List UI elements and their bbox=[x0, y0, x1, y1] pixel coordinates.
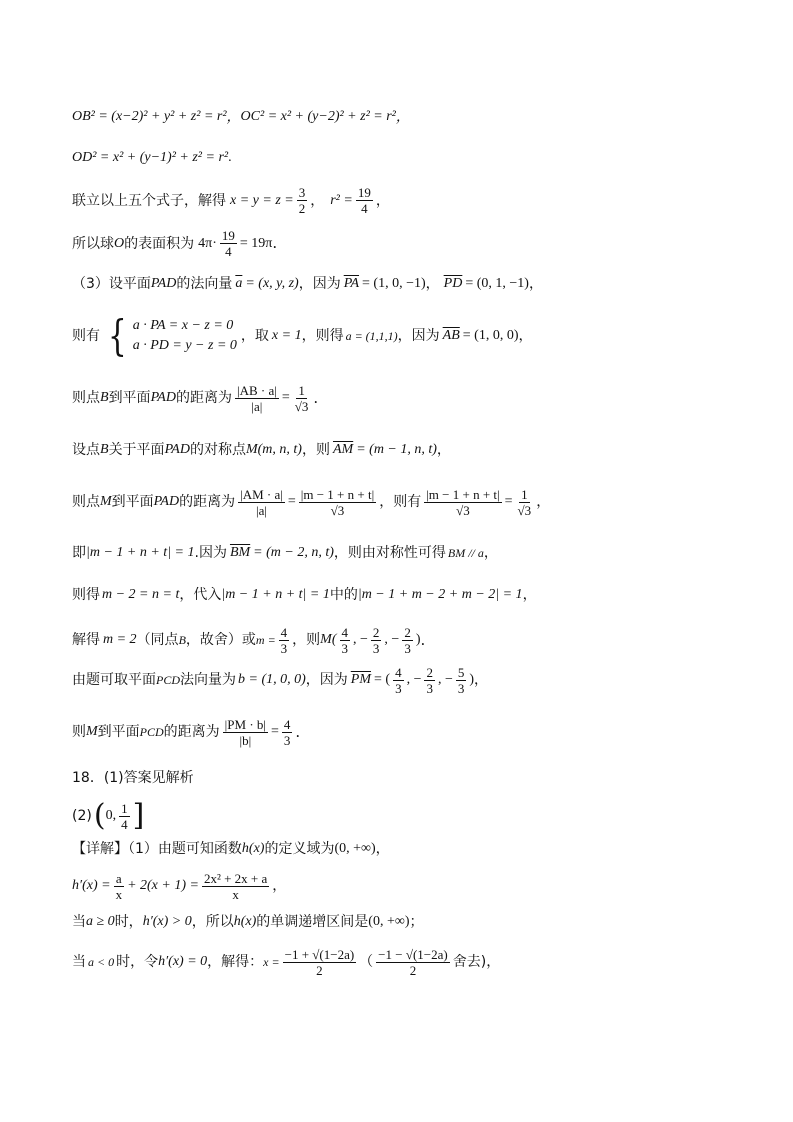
expr: x = 1 bbox=[271, 328, 302, 343]
expr: = ( bbox=[374, 672, 391, 687]
sep: ， bbox=[310, 192, 325, 209]
expr: = (x, y, z) bbox=[245, 276, 299, 291]
open-paren: ( bbox=[93, 798, 106, 833]
coord-1 bbox=[393, 666, 404, 695]
sep: ， bbox=[226, 109, 241, 125]
den: 4 bbox=[361, 201, 368, 216]
expr: a = (1,1,1) bbox=[345, 329, 398, 343]
den: x bbox=[232, 886, 239, 902]
text: 由题可取平面 bbox=[72, 672, 156, 688]
expr: = (0, 1, −1) bbox=[465, 276, 529, 291]
expr: (0, +∞) bbox=[334, 841, 376, 856]
fraction-1-4 bbox=[119, 802, 130, 831]
den: 3 bbox=[372, 640, 380, 656]
num: 5 bbox=[457, 664, 465, 680]
close-paren: ) bbox=[469, 672, 475, 687]
fraction-3-2 bbox=[297, 186, 308, 215]
text: 则 bbox=[72, 724, 86, 740]
point-m: M bbox=[100, 494, 112, 509]
expr: (0, +∞) bbox=[368, 914, 410, 929]
plane-pad: PAD bbox=[153, 494, 180, 509]
equation-system bbox=[104, 311, 237, 360]
end: ； bbox=[409, 914, 424, 930]
num: |AB · a| bbox=[236, 382, 277, 398]
fraction-am bbox=[238, 488, 285, 517]
text: ，则 bbox=[292, 632, 321, 648]
eq-ob2: OB² = (x−2)² + y² + z² = r² bbox=[72, 109, 227, 124]
normal-vector-line bbox=[72, 277, 753, 291]
text: ，则有 bbox=[379, 494, 422, 510]
num: 1 bbox=[298, 382, 305, 398]
fraction-1-sqrt3 bbox=[516, 488, 534, 517]
num: a bbox=[115, 870, 122, 886]
den: 3 bbox=[283, 732, 291, 748]
text: （同点 bbox=[136, 632, 179, 648]
num: 3 bbox=[298, 185, 306, 200]
end: ， bbox=[272, 878, 287, 894]
expr: b = (1, 0, 0) bbox=[238, 672, 306, 687]
fraction-a-x bbox=[114, 872, 125, 901]
eq: = bbox=[271, 724, 279, 739]
expr: = (m − 2, n, t) bbox=[253, 545, 334, 560]
expr: BM // a bbox=[447, 546, 484, 560]
den: √3 bbox=[294, 398, 309, 414]
close-bracket: ] bbox=[132, 798, 145, 833]
end: ， bbox=[536, 494, 551, 510]
end: ， bbox=[474, 672, 489, 688]
den: √3 bbox=[456, 502, 470, 518]
eq-line-ob-oc bbox=[72, 110, 753, 124]
root-2 bbox=[376, 948, 450, 977]
num: 4 bbox=[341, 624, 348, 640]
text: 时， bbox=[114, 914, 143, 930]
num: |m − 1 + n + t| bbox=[426, 486, 500, 502]
den: 2 bbox=[298, 201, 306, 216]
coord-3 bbox=[456, 666, 467, 695]
q18-heading bbox=[72, 771, 753, 785]
substitute-line bbox=[72, 588, 753, 602]
num: 1 bbox=[521, 486, 528, 502]
text: 到平面 bbox=[97, 724, 140, 740]
vector-ab: $\overline{AB}$ bbox=[442, 328, 460, 343]
num: 2 bbox=[372, 624, 380, 640]
solve-line bbox=[72, 186, 753, 215]
eq: = bbox=[281, 390, 290, 405]
end: ， bbox=[522, 587, 537, 603]
fraction-pm bbox=[223, 718, 268, 747]
eq-line-od bbox=[72, 151, 753, 165]
expr: = (m − 1, n, t) bbox=[356, 442, 437, 457]
num: 4 bbox=[280, 624, 288, 640]
text: 的距离为 bbox=[163, 724, 220, 740]
eq-oc2: OC² = x² + (y−2)² + z² = r² bbox=[240, 109, 396, 124]
text: ，则得 bbox=[301, 328, 344, 344]
distance-m-line bbox=[72, 480, 753, 524]
end: ， bbox=[528, 276, 543, 292]
den: |b| bbox=[239, 732, 252, 748]
point-b: B bbox=[178, 633, 186, 647]
vector-bm: $\overline{BM}$ bbox=[229, 545, 251, 560]
end: ， bbox=[518, 328, 533, 344]
expr: m − 2 = n = t bbox=[102, 587, 180, 602]
expr: = (1, 0, −1) bbox=[362, 276, 426, 291]
close-paren: ) bbox=[415, 632, 421, 647]
text: 则得 bbox=[72, 587, 100, 603]
den: 3 bbox=[395, 680, 402, 696]
num: |PM · b| bbox=[224, 716, 266, 732]
num: 2 bbox=[404, 624, 411, 640]
point-m: M( bbox=[320, 632, 337, 647]
expr: m = bbox=[255, 633, 276, 647]
den: 3 bbox=[404, 640, 411, 656]
text: 时，令 bbox=[116, 954, 159, 970]
text: 【详解】（1）由题可知函数 bbox=[72, 841, 242, 857]
den: 4 bbox=[225, 244, 232, 259]
parallel-line bbox=[72, 546, 753, 560]
text: ，取 bbox=[240, 328, 269, 344]
text: ，因为 bbox=[397, 328, 440, 344]
text: 则点 bbox=[72, 494, 100, 510]
text: ，因为 bbox=[298, 276, 341, 292]
text: 则有 bbox=[72, 328, 100, 344]
den: 2 bbox=[316, 962, 323, 978]
point-m: M bbox=[86, 724, 98, 739]
den: 3 bbox=[426, 680, 433, 696]
fraction-dist bbox=[235, 384, 279, 413]
comma: , − bbox=[384, 632, 400, 647]
num: |m − 1 + n + t| bbox=[300, 486, 375, 502]
vector-pd: $\overline{PD}$ bbox=[443, 276, 463, 291]
text: 解得 bbox=[72, 632, 100, 648]
text: ，则由对称性可得 bbox=[333, 545, 446, 561]
point-b: B bbox=[100, 442, 109, 457]
text: 的距离为 bbox=[175, 390, 232, 406]
expr: h′(x) = bbox=[72, 878, 111, 893]
surface-area-line bbox=[72, 229, 753, 258]
eq-r2: r² = bbox=[330, 192, 353, 208]
solve-m-line bbox=[72, 622, 753, 658]
point-b: B bbox=[100, 390, 109, 405]
text: 则点 bbox=[72, 390, 100, 406]
comma: , − bbox=[353, 632, 368, 647]
pcd-normal-line bbox=[72, 662, 753, 698]
end: . bbox=[295, 722, 301, 741]
expr: 4π· bbox=[198, 235, 217, 251]
text: 关于平面 bbox=[108, 442, 165, 458]
detail-line bbox=[72, 842, 753, 856]
text: ，因为 bbox=[305, 672, 348, 688]
text: ，代入 bbox=[179, 587, 222, 603]
vector-pm: $\overline{PM}$ bbox=[350, 672, 371, 687]
system-line bbox=[72, 312, 753, 360]
system-eq-1: a · PA = x − z = 0 bbox=[132, 318, 234, 333]
distance-b-line bbox=[72, 378, 753, 418]
den: √3 bbox=[517, 502, 532, 518]
plane-pad: PAD bbox=[150, 276, 177, 291]
end: ， bbox=[375, 192, 390, 209]
eq: = bbox=[287, 494, 296, 509]
sep: ， bbox=[425, 276, 440, 292]
case-a-nonneg-line bbox=[72, 915, 753, 929]
fraction-1-sqrt3 bbox=[293, 384, 311, 413]
plane-pad: PAD bbox=[150, 390, 176, 405]
num: 19 bbox=[357, 185, 371, 200]
num: −1 − √(1−2a) bbox=[378, 946, 448, 962]
case-a-neg-line bbox=[72, 940, 753, 984]
eq: = bbox=[504, 494, 513, 509]
system-eq-2: a · PD = y − z = 0 bbox=[132, 338, 237, 353]
text: 设点 bbox=[72, 442, 100, 458]
sphere-o: O bbox=[114, 235, 125, 251]
fraction-4-3 bbox=[282, 718, 293, 747]
text: 的对称点 bbox=[189, 442, 246, 458]
end: ， bbox=[483, 545, 498, 561]
num: 2 bbox=[426, 664, 433, 680]
num: 19 bbox=[221, 228, 235, 243]
text: ，所以 bbox=[191, 914, 234, 930]
text: ，解得： bbox=[207, 954, 264, 970]
end: ， bbox=[375, 841, 390, 857]
comma: , − bbox=[437, 672, 453, 687]
expr: |m − 1 + n + t| = 1 bbox=[221, 587, 330, 602]
text: （3）设平面 bbox=[72, 276, 151, 292]
num: 4 bbox=[395, 664, 402, 680]
fraction-abs-2 bbox=[424, 488, 501, 517]
system-lines bbox=[133, 319, 237, 353]
den: 3 bbox=[457, 680, 465, 696]
coord-1 bbox=[340, 626, 351, 655]
vector-am: $\overline{AM}$ bbox=[332, 442, 354, 457]
end: . bbox=[313, 388, 319, 407]
den: 3 bbox=[341, 640, 348, 656]
expr: |m − 1 + m − 2 + m − 2| = 1 bbox=[357, 587, 523, 602]
text: （ bbox=[359, 954, 374, 970]
text: 到平面 bbox=[111, 494, 154, 510]
end: . bbox=[420, 630, 426, 649]
q18-part2-answer bbox=[72, 796, 753, 836]
num: 2x² + 2x + a bbox=[203, 870, 268, 886]
text: ，则 bbox=[301, 442, 330, 458]
den: 2 bbox=[409, 962, 417, 978]
fraction-19-4 bbox=[220, 229, 237, 258]
comma: , − bbox=[406, 672, 422, 687]
den: 4 bbox=[121, 816, 128, 832]
expr: + 2(x + 1) = bbox=[127, 878, 199, 893]
text: .因为 bbox=[194, 545, 227, 561]
text: 舍去)， bbox=[452, 954, 501, 970]
text: ，故舍）或 bbox=[185, 632, 256, 648]
expr: = 19π bbox=[239, 235, 273, 251]
end: . bbox=[228, 150, 232, 165]
den: |a| bbox=[255, 502, 267, 518]
expr: x = bbox=[263, 955, 280, 969]
end: ， bbox=[395, 109, 410, 125]
text: 的单调递增区间是 bbox=[256, 914, 369, 930]
point-m: M(m, n, t) bbox=[245, 442, 302, 457]
text: 当 bbox=[72, 914, 86, 930]
vector-pa: $\overline{PA}$ bbox=[343, 276, 360, 291]
text: 当 bbox=[72, 954, 86, 970]
expr: h(x) bbox=[241, 841, 265, 856]
expr: m = 2 bbox=[103, 632, 137, 647]
expr: h(x) bbox=[233, 914, 257, 929]
text: 18．(1)答案见解析 bbox=[72, 770, 194, 786]
text: 中的 bbox=[329, 587, 358, 603]
expr: |m − 1 + n + t| = 1 bbox=[86, 545, 195, 560]
vector-a: $\overline{a}$ bbox=[235, 276, 243, 291]
num: |AM · a| bbox=[240, 486, 283, 502]
num: 1 bbox=[121, 800, 128, 816]
root-1 bbox=[283, 948, 357, 977]
text: 到平面 bbox=[108, 390, 151, 406]
end: ， bbox=[436, 442, 451, 458]
expr: h′(x) > 0 bbox=[142, 914, 192, 929]
text: 的距离为 bbox=[179, 494, 236, 510]
coord-2 bbox=[371, 626, 382, 655]
symmetric-point-line bbox=[72, 443, 753, 457]
expr: a < 0 bbox=[88, 955, 115, 969]
eq-xyz: x = y = z = bbox=[230, 192, 294, 208]
text: 的法向量 bbox=[176, 276, 233, 292]
text: 的表面积为 bbox=[124, 235, 195, 252]
fraction-derivative bbox=[202, 872, 269, 901]
zero: 0, bbox=[105, 808, 117, 823]
text: 即 bbox=[72, 545, 86, 561]
den: √3 bbox=[330, 502, 345, 518]
plane-pcd: PCD bbox=[156, 673, 180, 687]
fraction-4-3 bbox=[279, 626, 290, 655]
fraction-abs bbox=[299, 488, 376, 517]
expr: a ≥ 0 bbox=[86, 914, 115, 929]
plane-pad: PAD bbox=[164, 442, 190, 457]
plane-pcd: PCD bbox=[139, 725, 164, 739]
den: |a| bbox=[251, 398, 263, 414]
left-brace: { bbox=[108, 311, 127, 360]
expr: h′(x) = 0 bbox=[158, 954, 208, 969]
text: 联立以上五个式子，解得 bbox=[72, 192, 226, 209]
text: 法向量为 bbox=[180, 672, 236, 688]
derivative-line bbox=[72, 866, 753, 906]
end: . bbox=[272, 234, 278, 252]
expr: = (1, 0, 0) bbox=[462, 328, 519, 343]
text: 所以球 bbox=[72, 235, 114, 252]
fraction-19-4 bbox=[356, 186, 373, 215]
num: −1 + √(1−2a) bbox=[284, 946, 355, 962]
den: 3 bbox=[280, 640, 288, 656]
num: 4 bbox=[283, 716, 291, 732]
eq-od2: OD² = x² + (y−1)² + z² = r² bbox=[72, 150, 229, 165]
coord-3 bbox=[402, 626, 413, 655]
distance-m-pcd-line bbox=[72, 710, 753, 754]
text: (2) bbox=[72, 808, 92, 824]
coord-2 bbox=[424, 666, 435, 695]
den: x bbox=[115, 886, 123, 902]
text: 的定义域为 bbox=[264, 841, 335, 857]
